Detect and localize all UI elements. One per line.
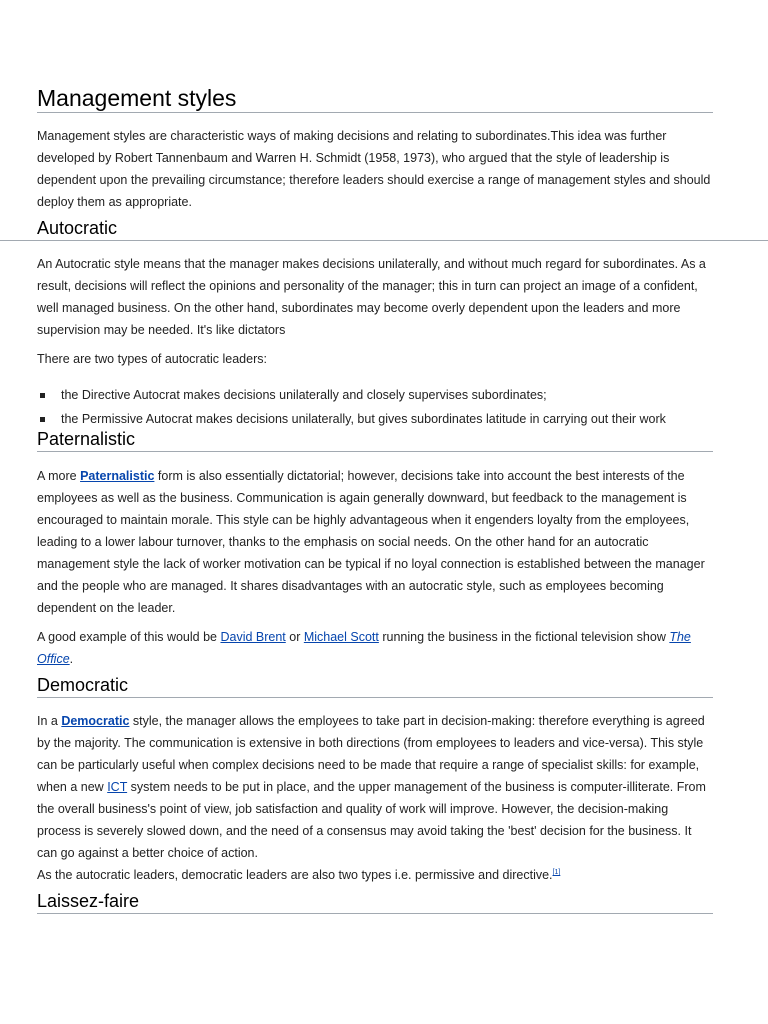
- democratic-paragraph-2: [37, 864, 713, 886]
- intro-paragraph: Management styles are characteristic ways of making decisions and relating to subordinates.This idea was further developed by Robert Tannenbaum and Warren H. Schmidt (1958, 1973), who argued that the style of leadership is dependent upon the prevailing circumstance; therefore leaders should exercise a range of management styles and should deploy them as appropriate.: [37, 129, 711, 209]
- autocratic-types-list: [37, 383, 713, 431]
- section-heading-autocratic: Autocratic: [0, 217, 768, 241]
- the-office-link[interactable]: The Office: [37, 630, 691, 666]
- text: form is also essentially dictatorial; however, decisions take into account the best interests of the employees as well as the business. Communication is again generally downward, but feedback to the management is encouraged to maintain morale. This style can be highly advantageous when it engenders loyalty from the employees, leading to a lower labour turnover, thanks to the emphasis on social needs. On the other hand for an autocratic management style the lack of worker motivation can be typical if no loyal connection is established between the manager and the people who are managed. It shares disadvantages with an autocratic style, such as employees becoming dependent on the leader.: [37, 469, 705, 615]
- autocratic-paragraph-2: There are two types of autocratic leaders:: [37, 352, 267, 366]
- list-item-text: the Permissive Autocrat makes decisions unilaterally, but gives subordinates latitude in carrying out their work: [61, 412, 666, 426]
- autocratic-paragraph-1: An Autocratic style means that the manager makes decisions unilaterally, and without much regard for subordinates. As a result, decisions will reflect the opinions and personality of the manager; this in turn can project an image of a confident, well managed business. On the other hand, subordinates may become overly dependent upon the leaders and more supervision may be needed. It's like dictators: [37, 257, 706, 337]
- ict-link[interactable]: ICT: [107, 780, 128, 794]
- section-heading-democratic: Democratic: [37, 674, 713, 698]
- text: system needs to be put in place, and the upper management of the business is computer-illiterate. From the overall business's point of view, job satisfaction and quality of work will improve. However, the decision-making process is severely slowed down, and the need of a consensus may avoid taking the 'best' decision for the business. It can go against a better choice of action.: [37, 780, 706, 860]
- text: style, the manager allows the employees to take part in decision-making: therefore everything is agreed by the majority. The communication is extensive in both directions (from employees to leaders and vice-versa). This style can be particularly useful when complex decisions need to be made that require a range of specialist skills: for example, when a new: [37, 714, 705, 794]
- article-content: [37, 84, 713, 914]
- list-item-text: the Directive Autocrat makes decisions unilaterally and closely supervises subordinates;: [61, 388, 547, 402]
- text: A more: [37, 469, 81, 483]
- page-title: Management styles: [37, 84, 713, 113]
- democratic-paragraph-1: [37, 710, 713, 864]
- bullet-icon: [40, 393, 45, 398]
- paternalistic-link[interactable]: Paternalistic: [80, 469, 155, 483]
- text: A good example of this would be: [37, 630, 221, 644]
- list-item: [37, 383, 713, 407]
- paternalistic-paragraph-1: [37, 465, 713, 619]
- paternalistic-paragraph-2: [37, 626, 713, 670]
- section-heading-laissez-faire: Laissez-faire: [37, 890, 713, 914]
- list-item: [37, 407, 713, 431]
- bullet-icon: [40, 417, 45, 422]
- text: running the business in the fictional television show: [378, 630, 670, 644]
- david-brent-link[interactable]: David Brent: [220, 630, 286, 644]
- text: or: [285, 630, 304, 644]
- text: As the autocratic leaders, democratic leaders are also two types i.e. permissive and directive.: [37, 868, 553, 882]
- section-heading-paternalistic: Paternalistic: [37, 428, 713, 452]
- text: .: [69, 652, 74, 666]
- reference-link[interactable]: [1]: [552, 868, 561, 876]
- michael-scott-link[interactable]: Michael Scott: [303, 630, 379, 644]
- text: In a: [37, 714, 62, 728]
- democratic-link[interactable]: Democratic: [61, 714, 130, 728]
